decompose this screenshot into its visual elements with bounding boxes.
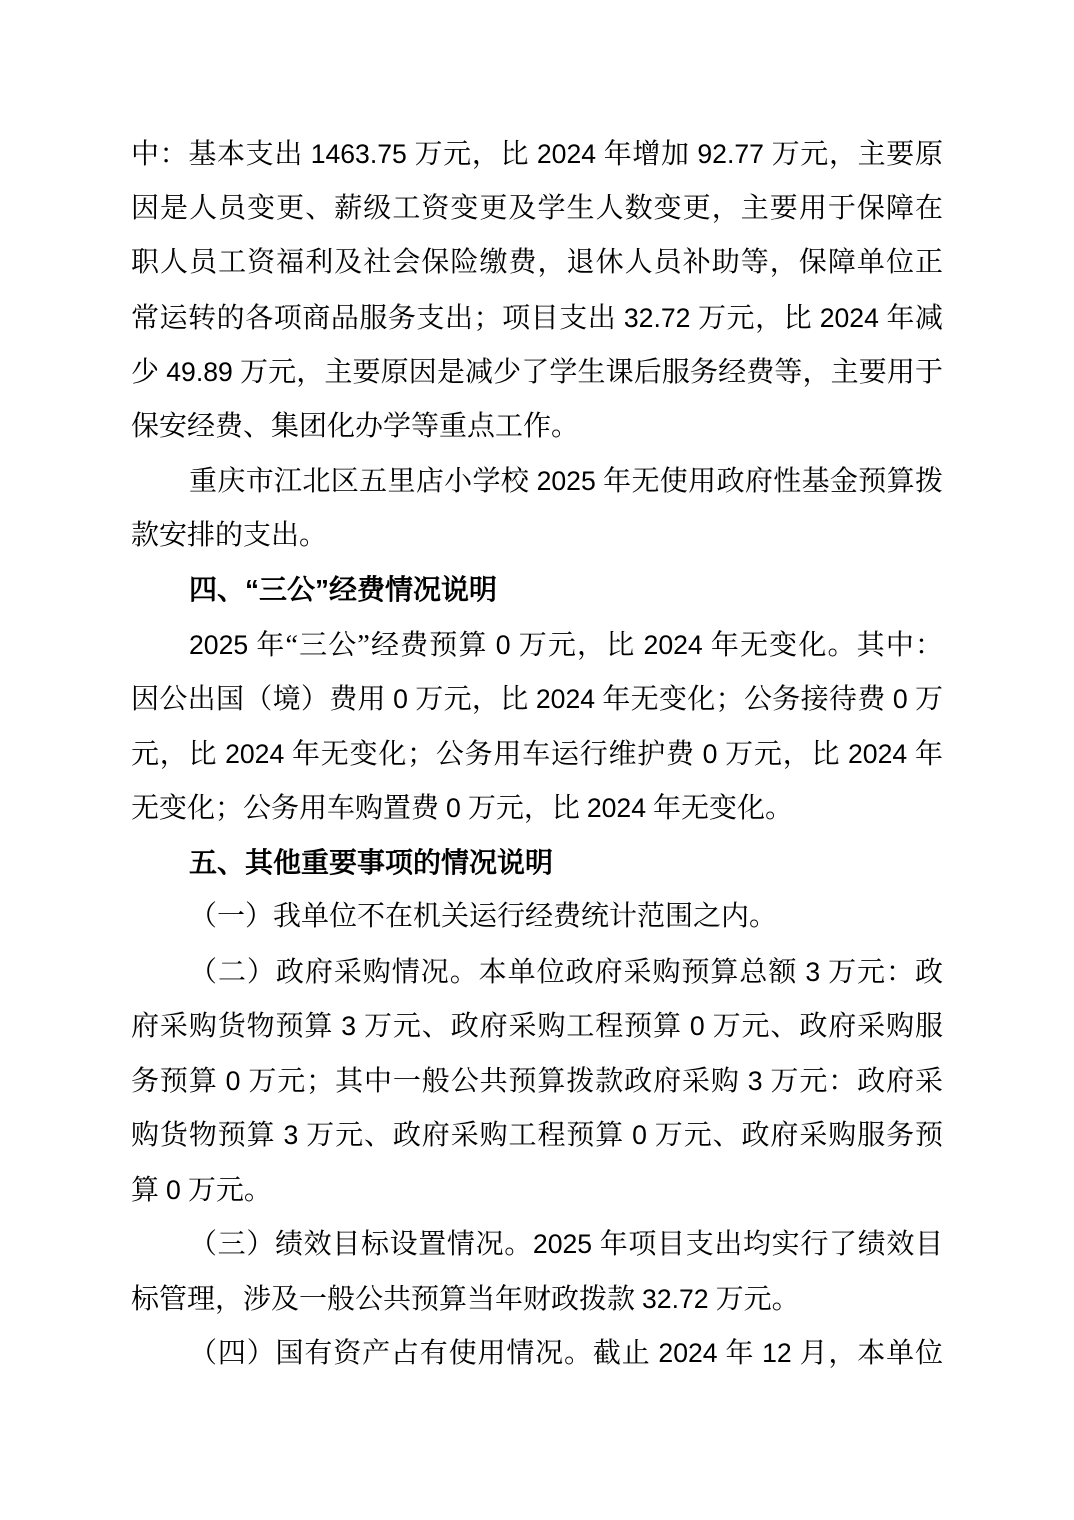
- text-line: （二）政府采购情况。本单位政府采购预算总额 3 万元：政: [189, 956, 943, 988]
- text-line: （一）我单位不在机关运行经费统计范围之内。: [189, 901, 778, 932]
- document-body: [131, 127, 943, 1381]
- section-heading-four: 四、“三公”经费情况说明: [189, 574, 498, 605]
- text-line: 中：基本支出 1463.75 万元，比 2024 年增加 92.77 万元，主要原: [131, 139, 943, 170]
- text-line: 算 0 万元。: [131, 1174, 272, 1206]
- text-line: 因公出国（境）费用 0 万元，比 2024 年无变化；公务接待费 0 万: [131, 684, 943, 715]
- text-line: 常运转的各项商品服务支出；项目支出 32.72 万元，比 2024 年减: [131, 302, 943, 334]
- text-line: 款安排的支出。: [131, 519, 328, 551]
- text-line: 府采购货物预算 3 万元、政府采购工程预算 0 万元、政府采购服: [131, 1011, 943, 1042]
- text-line: 无变化；公务用车购置费 0 万元，比 2024 年无变化。: [131, 793, 794, 824]
- text-line: 重庆市江北区五里店小学校 2025 年无使用政府性基金预算拨: [189, 466, 943, 497]
- text-line: 少 49.89 万元，主要原因是减少了学生课后服务经费等，主要用于: [131, 357, 943, 388]
- text-line: 元，比 2024 年无变化；公务用车运行维护费 0 万元，比 2024 年: [131, 738, 943, 770]
- text-line: 保安经费、集团化办学等重点工作。: [131, 410, 580, 442]
- text-line: （四）国有资产占有使用情况。截止 2024 年 12 月，本单位: [189, 1338, 943, 1369]
- text-line: 购货物预算 3 万元、政府采购工程预算 0 万元、政府采购服务预: [131, 1120, 943, 1151]
- text-line: 务预算 0 万元；其中一般公共预算拨款政府采购 3 万元：政府采: [131, 1065, 943, 1097]
- text-line: 职人员工资福利及社会保险缴费，退休人员补助等，保障单位正: [131, 247, 943, 278]
- text-line: 标管理，涉及一般公共预算当年财政拨款 32.72 万元。: [131, 1283, 800, 1315]
- text-line: 2025 年“三公”经费预算 0 万元，比 2024 年无变化。其中：: [189, 629, 943, 661]
- text-line: 因是人员变更、薪级工资变更及学生人数变更，主要用于保障在: [131, 192, 943, 224]
- text-line: （三）绩效目标设置情况。2025 年项目支出均实行了绩效目: [189, 1229, 943, 1260]
- section-heading-five: 五、其他重要事项的情况说明: [189, 846, 554, 878]
